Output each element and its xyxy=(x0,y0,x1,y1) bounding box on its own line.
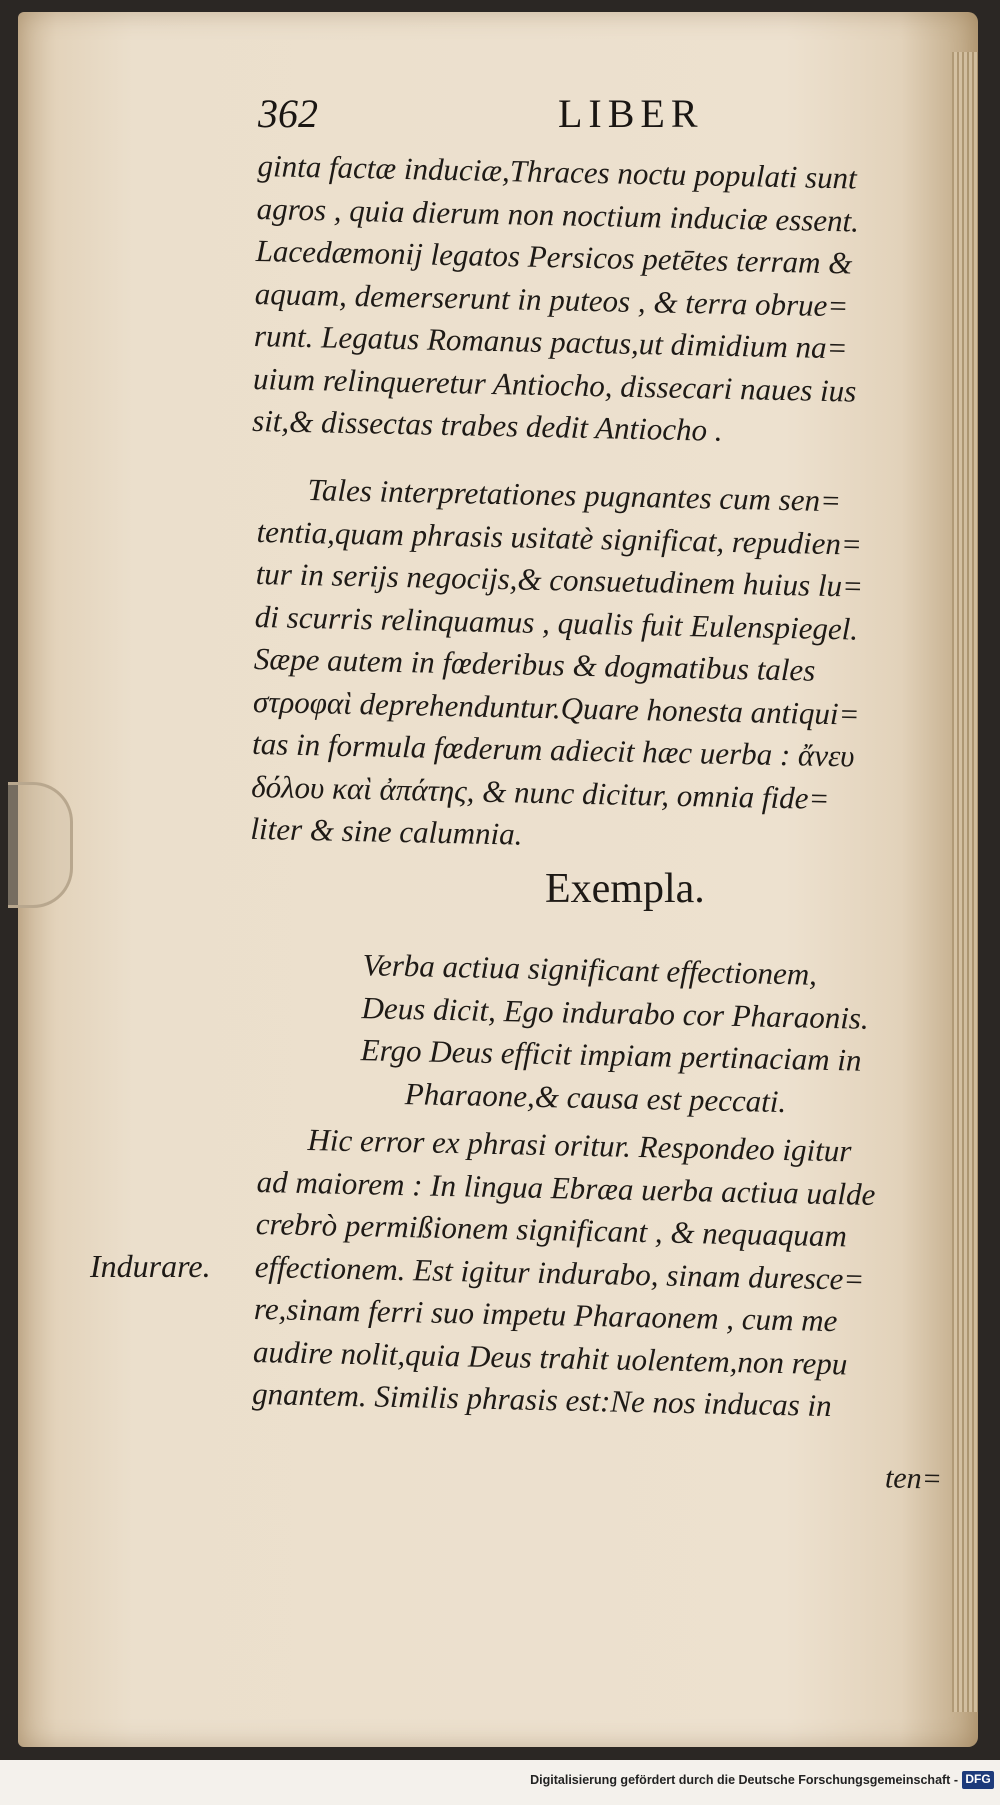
paragraph-1 xyxy=(252,145,958,457)
digitization-footer xyxy=(0,1760,1000,1805)
text-line: Pharaone,& causa est peccati. xyxy=(404,1075,787,1119)
section-heading: Exempla. xyxy=(545,866,705,912)
text-line: στροφαὶ deprehenduntur.Quare honesta antiqui= xyxy=(252,683,860,732)
text-line: di scurris relinquamus , qualis fuit Eulenspiegel. xyxy=(254,598,859,647)
paragraph-2 xyxy=(250,468,958,865)
text-line: δόλου καὶ ἀπάτης, & nunc dicitur, omnia fide= xyxy=(250,768,830,816)
text-line: audire nolit,quia Deus trahit uolentem,non repu xyxy=(252,1333,848,1381)
text-line: tur in serijs negocijs,& consuetudinem huius lu= xyxy=(255,555,864,604)
funding-credit: Digitalisierung gefördert durch die Deutsche Forschungsgemeinschaft - xyxy=(530,1773,958,1787)
text-line: Hic error ex phrasi oritur. Respondeo igitur xyxy=(307,1122,852,1169)
text-line: Ergo Deus efficit impiam pertinaciam in xyxy=(360,1032,862,1078)
catchword: ten= xyxy=(884,1461,943,1496)
dfg-logo xyxy=(962,1771,994,1789)
text-line: gnantem. Similis phrasis est:Ne nos inducas in xyxy=(251,1375,833,1424)
text-line: Deus dicit, Ego indurabo cor Pharaonis. xyxy=(361,989,870,1036)
dfg-logo-text: DFG xyxy=(965,1772,991,1786)
running-title: LIBER xyxy=(558,91,704,136)
paragraph-3 xyxy=(252,1118,958,1430)
text-line: uium relinqueretur Antiocho, dissecari naues ius xyxy=(252,360,857,409)
text-line: ginta factæ induciæ,Thraces noctu populati sunt xyxy=(257,147,858,196)
text-line: tentia,quam phrasis usitatè significat, repudien= xyxy=(256,513,863,562)
text-line: crebrò permißionem significant , & nequaquam xyxy=(255,1205,848,1254)
text-line: aquam, demerserunt in puteos , & terra obrue= xyxy=(254,275,849,323)
text-line: sit,& dissectas trabes dedit Antiocho . xyxy=(251,402,723,448)
text-line: re,sinam ferri suo impetu Pharaonem , cum me xyxy=(253,1290,838,1339)
page-clip xyxy=(8,782,73,908)
text-line: tas in formula fœderum adiecit hæc uerba : ἄνευ xyxy=(251,725,855,774)
text-line: Lacedæmonij legatos Persicos petētes terram & xyxy=(255,232,853,281)
text-line: effectionem. Est igitur indurabo, sinam duresce= xyxy=(254,1248,865,1297)
text-line: Sæpe autem in fœderibus & dogmatibus tales xyxy=(253,640,816,688)
syllogism xyxy=(254,942,957,1127)
page-edge xyxy=(952,52,978,1712)
margin-note: Indurare. xyxy=(90,1248,211,1284)
text-line: agros , quia dierum non noctium induciæ essent. xyxy=(256,190,860,239)
page-number: 362 xyxy=(258,91,318,136)
text-line: Tales interpretationes pugnantes cum sen= xyxy=(307,472,842,519)
text-line: ad maiorem : In lingua Ebræa uerba actiua ualde xyxy=(256,1163,876,1212)
text-line: runt. Legatus Romanus pactus,ut dimidium na= xyxy=(253,317,848,366)
text-line: liter & sine calumnia. xyxy=(250,810,523,852)
page-header xyxy=(258,90,778,140)
text-line: Verba actiua significant effectionem, xyxy=(362,947,818,992)
